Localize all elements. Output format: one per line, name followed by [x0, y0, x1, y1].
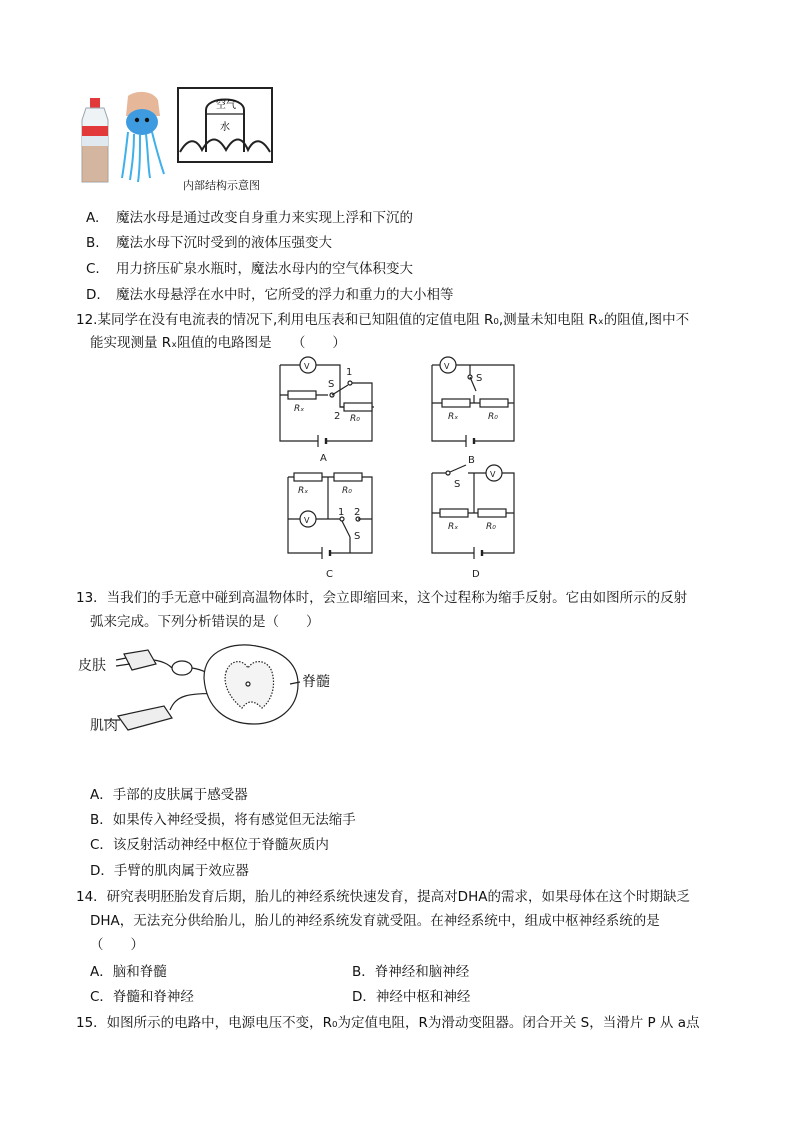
pole-2-label: 2: [334, 411, 341, 422]
q12-circuits: [270, 355, 530, 580]
rx-label: Rₓ: [448, 522, 459, 532]
q14-stem-line1: 14．研究表明胚胎发育后期，胎儿的神经系统快速发育，提高对DHA的需求，如果母体在这个时期缺乏: [76, 889, 690, 905]
option-text: 魔法水母悬浮在水中时，它所受的浮力和重力的大小相等: [116, 287, 454, 303]
option-letter: A.: [86, 210, 100, 226]
switch-label: S: [454, 479, 461, 490]
circuit-a: [280, 357, 374, 464]
pole-1-label: 1: [346, 367, 353, 378]
q14-option-d: D．神经中枢和神经: [352, 989, 471, 1005]
option-letter: C.: [86, 261, 100, 277]
voltmeter-label: V: [304, 362, 310, 371]
label-water: 水: [220, 122, 230, 133]
q11-option-c: [86, 259, 413, 279]
q13-stem-line2: 弧来完成。下列分析错误的是（ ）: [90, 614, 320, 630]
switch-label: S: [328, 379, 335, 390]
circuit-a-label: A: [320, 453, 327, 464]
r0-label: R₀: [342, 486, 352, 496]
q13-option-d: D．手臂的肌肉属于效应器: [90, 863, 249, 879]
option-text: 用力挤压矿泉水瓶时，魔法水母内的空气体积变大: [116, 261, 413, 277]
q14-stem-line3: （ ）: [90, 937, 144, 953]
q11-option-d: [86, 285, 454, 305]
switch-label: S: [354, 531, 361, 542]
circuit-b-label: B: [468, 455, 475, 466]
q12-stem-line2: 能实现测量 Rₓ阻值的电路图是 （ ）: [90, 335, 346, 351]
q14-option-b: B．脊神经和脑神经: [352, 964, 470, 980]
q13-option-a: A．手部的皮肤属于感受器: [90, 787, 248, 803]
q11-figure-caption: 内部结构示意图: [183, 179, 260, 192]
q14-stem-line2: DHA，无法充分供给胎儿，胎儿的神经系统发育就受阻。在神经系统中，组成中枢神经系统的是: [90, 913, 660, 929]
rx-label: Rₓ: [294, 404, 305, 414]
label-skin: 皮肤: [78, 658, 106, 674]
circuit-d: [432, 465, 514, 580]
jellyfish-image: [122, 92, 164, 182]
q11-option-a: [86, 208, 413, 228]
circuit-c: [288, 473, 372, 580]
option-text: 魔法水母下沉时受到的液体压强变大: [116, 235, 332, 251]
q14-option-c: C．脊髓和脊神经: [90, 989, 194, 1005]
q12-stem-line1: 12.某同学在没有电流表的情况下,利用电压表和已知阻值的定值电阻 R₀,测量未知电阻 Rₓ的阻值,图中不: [76, 312, 690, 328]
circuit-c-label: C: [326, 569, 333, 580]
label-spinal-cord: 脊髓: [302, 674, 330, 690]
r0-label: R₀: [488, 412, 498, 422]
voltmeter-label: V: [444, 362, 450, 371]
option-letter: D.: [86, 287, 101, 303]
pole-2-label: 2: [354, 507, 361, 518]
voltmeter-label: V: [304, 516, 310, 525]
q13-option-b: B．如果传入神经受损，将有感觉但无法缩手: [90, 812, 356, 828]
r0-label: R₀: [350, 414, 360, 424]
pole-1-label: 1: [338, 507, 345, 518]
q11-option-b: [86, 233, 332, 253]
voltmeter-label: V: [490, 470, 496, 479]
reflex-arc-svg: [76, 638, 346, 742]
r0-label: R₀: [486, 522, 496, 532]
circuit-b: [432, 357, 514, 466]
rx-label: Rₓ: [298, 486, 309, 496]
q13-stem-line1: 13．当我们的手无意中碰到高温物体时，会立即缩回来，这个过程称为缩手反射。它由如图所示的反射: [76, 590, 688, 606]
q13-reflex-arc-figure: [76, 638, 346, 742]
label-air: 空气: [216, 100, 236, 111]
rx-label: Rₓ: [448, 412, 459, 422]
switch-label: S: [476, 373, 483, 384]
q13-option-c: C．该反射活动神经中枢位于脊髓灰质内: [90, 837, 329, 853]
option-text: 魔法水母是通过改变自身重力来实现上浮和下沉的: [116, 210, 413, 226]
inner-structure-diagram: [178, 88, 272, 162]
q14-option-a: A．脑和脊髓: [90, 964, 167, 980]
q15-stem-line1: 15．如图所示的电路中，电源电压不变，R₀为定值电阻，R为滑动变阻器。闭合开关 S，当滑片 P 从 a点: [76, 1015, 700, 1031]
bottle-image: [82, 98, 108, 182]
option-letter: B.: [86, 235, 100, 251]
label-muscle: 肌肉: [90, 718, 118, 734]
q12-circuits-svg: [270, 355, 530, 580]
circuit-d-label: D: [472, 569, 480, 580]
